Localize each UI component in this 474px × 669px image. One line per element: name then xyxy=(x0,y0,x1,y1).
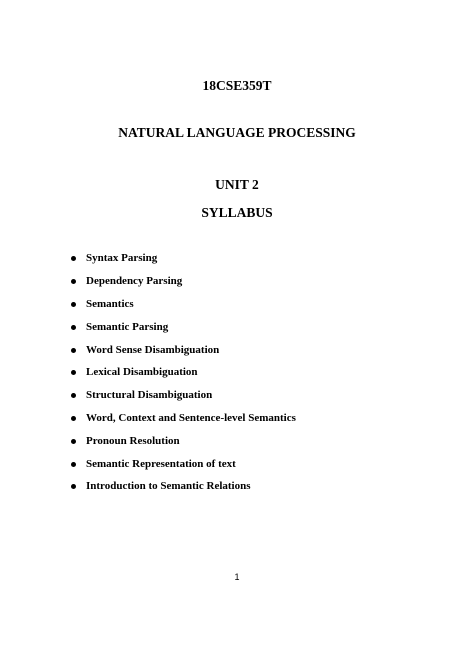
list-item xyxy=(71,475,296,498)
section-heading: SYLLABUS xyxy=(201,205,273,220)
bullet-icon xyxy=(71,439,76,444)
topic-label: Syntax Parsing xyxy=(86,252,158,265)
list-item xyxy=(71,293,296,316)
topic-label: Semantics xyxy=(86,297,134,310)
bullet-icon xyxy=(71,256,76,261)
list-item xyxy=(71,315,296,338)
unit-label: UNIT 2 xyxy=(215,177,259,192)
bullet-icon xyxy=(71,416,76,421)
bullet-icon xyxy=(71,393,76,398)
list-item xyxy=(71,407,296,430)
topic-label: Semantic Parsing xyxy=(86,320,169,333)
topic-label: Word Sense Disambiguation xyxy=(86,343,220,356)
bullet-icon xyxy=(71,325,76,330)
bullet-icon xyxy=(71,462,76,467)
bullet-icon xyxy=(71,302,76,307)
bullet-icon xyxy=(71,348,76,353)
topic-label: Semantic Representation of text xyxy=(86,457,236,470)
topic-label: Word, Context and Sentence-level Semantics xyxy=(86,411,296,424)
list-item xyxy=(71,338,296,361)
list-item xyxy=(71,270,296,293)
topic-label: Pronoun Resolution xyxy=(86,434,180,447)
list-item xyxy=(71,247,296,270)
topic-label: Lexical Disambiguation xyxy=(86,366,198,379)
list-item xyxy=(71,384,296,407)
list-item xyxy=(71,452,296,475)
syllabus-topic-list xyxy=(71,247,296,498)
topic-label: Introduction to Semantic Relations xyxy=(86,480,251,493)
course-code: 18CSE359T xyxy=(202,78,272,93)
list-item xyxy=(71,361,296,384)
bullet-icon xyxy=(71,484,76,489)
topic-label: Dependency Parsing xyxy=(86,275,183,288)
bullet-icon xyxy=(71,279,76,284)
bullet-icon xyxy=(71,370,76,375)
course-title: NATURAL LANGUAGE PROCESSING xyxy=(118,125,356,140)
topic-label: Structural Disambiguation xyxy=(86,389,213,402)
list-item xyxy=(71,429,296,452)
page-number: 1 xyxy=(234,572,240,582)
